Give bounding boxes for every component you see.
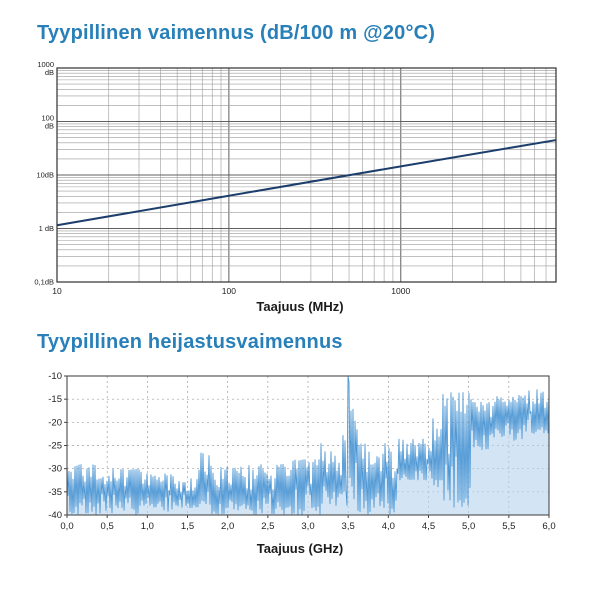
- tick-label: -35: [48, 486, 62, 498]
- tick-label: 0,5: [100, 521, 114, 532]
- tick-label: 100: [41, 113, 54, 123]
- grid: [57, 68, 556, 282]
- tick-label: -10: [48, 371, 62, 382]
- tick-label: dB: [44, 121, 54, 131]
- tick-label: 2,5: [261, 521, 275, 532]
- tick-label: dB: [44, 68, 54, 77]
- tick-label: 3,5: [341, 521, 355, 532]
- tick-label: 5,0: [462, 521, 476, 532]
- attenuation-chart-title: Tyypillinen vaimennus (dB/100 m @20°C): [37, 22, 436, 44]
- tick-label: 1,0: [140, 521, 154, 532]
- tick-label: 3,0: [301, 521, 315, 532]
- tick-label: -20: [48, 417, 62, 429]
- attenuation-chart: [0, 60, 600, 298]
- tick-label: 0,1dB: [34, 277, 54, 287]
- tick-label: 5,5: [502, 521, 516, 532]
- tick-label: 6,0: [542, 521, 556, 532]
- return-loss-x-axis-title: Taajuus (GHz): [256, 541, 344, 556]
- tick-label: 4,5: [421, 521, 436, 532]
- tick-label: 1000: [391, 286, 411, 296]
- attenuation-chart-svg: [0, 60, 600, 298]
- tick-label: 1 dB: [38, 224, 54, 233]
- tick-label: 1000: [37, 60, 54, 69]
- tick-label: -40: [48, 510, 62, 521]
- tick-label: 100: [221, 286, 236, 296]
- tick-label: 4,0: [381, 521, 395, 532]
- tick-label: -25: [48, 440, 62, 452]
- tick-label: -30: [48, 463, 62, 475]
- tick-label: -15: [48, 394, 62, 406]
- tick-label: 10: [52, 286, 62, 296]
- return-loss-chart: [0, 368, 600, 540]
- return-loss-chart-title: Tyypillinen heijastusvaimennus: [37, 331, 343, 353]
- tick-label: 10dB: [36, 170, 54, 180]
- return-loss-chart-svg: [0, 368, 600, 540]
- attenuation-x-axis-title: Taajuus (MHz): [256, 299, 344, 314]
- tick-label: 2,0: [221, 521, 235, 532]
- tick-label: 0,0: [60, 521, 74, 532]
- tick-label: 1,5: [180, 521, 195, 532]
